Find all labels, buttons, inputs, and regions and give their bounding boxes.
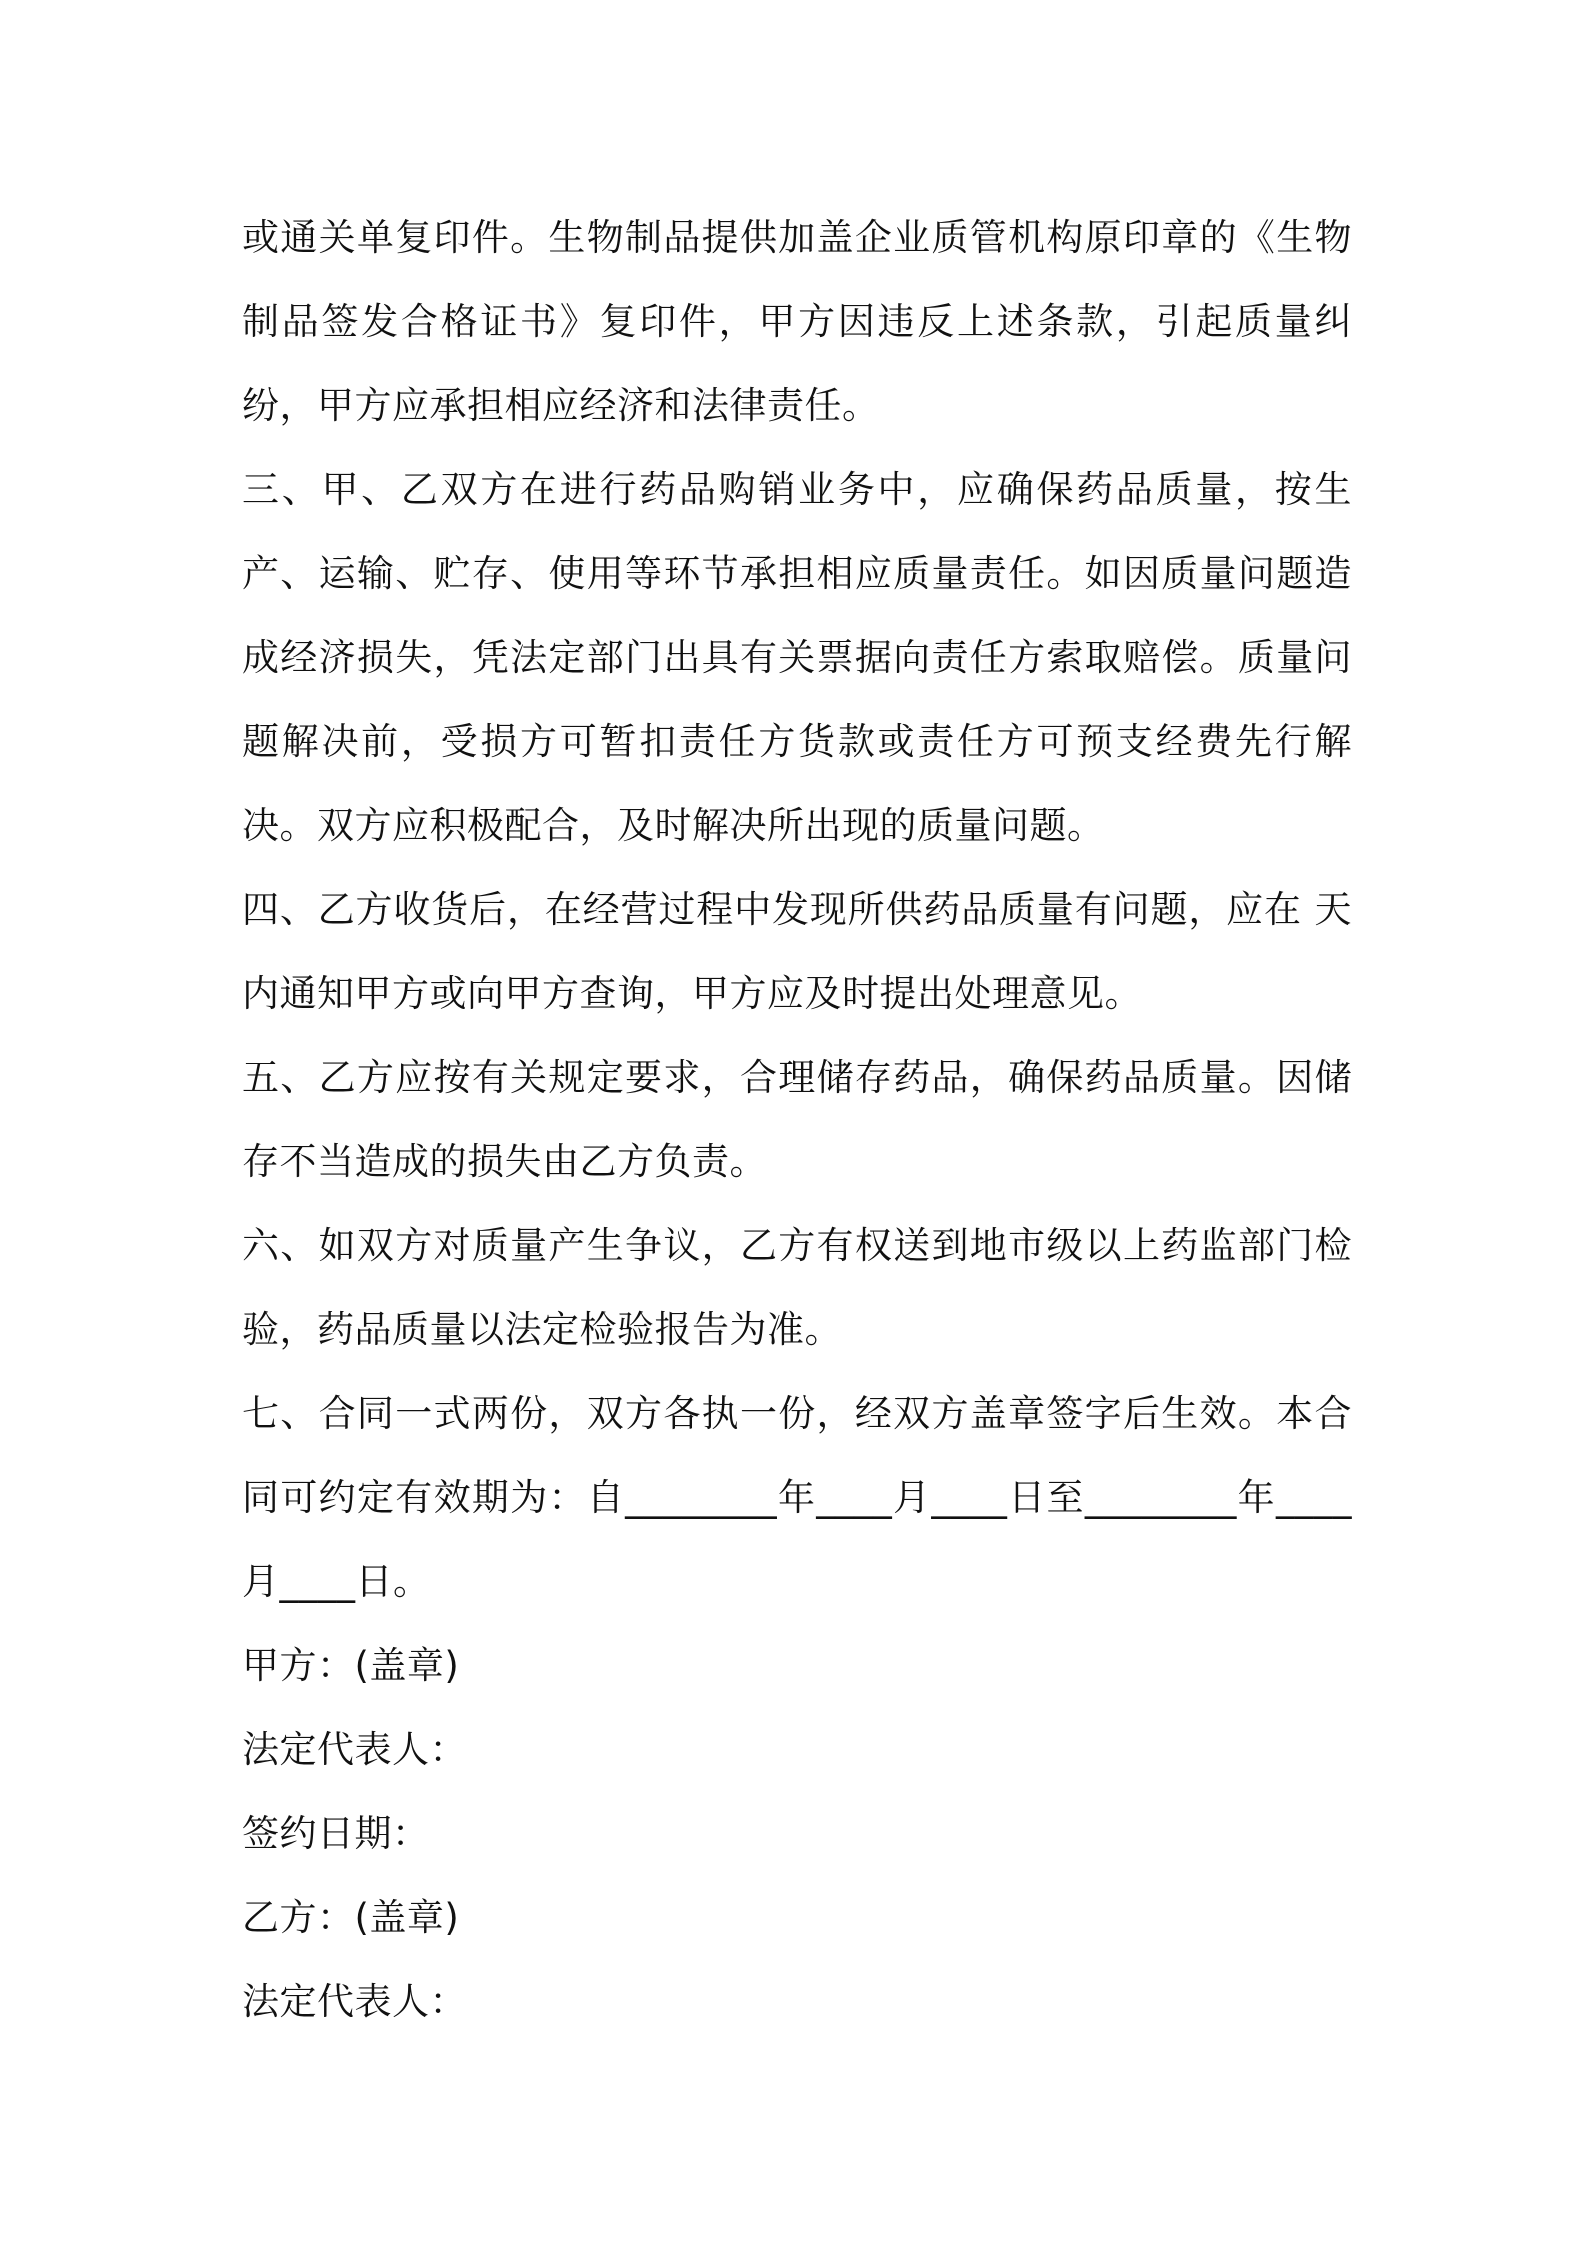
- party-a-seal: 甲方：(盖章): [242, 1644, 460, 1687]
- party-a-legal-representative: 法定代表人：: [242, 1728, 467, 1771]
- paragraph-quality-documents: 或通关单复印件。生物制品提供加盖企业质管机构原印章的《生物制品签发合格证书》复印件，甲方因违反上述条款，引起质量纠纷，甲方应承担相应经济和法律责任。: [242, 216, 1352, 427]
- paragraph-clause-4: 四、乙方收货后，在经营过程中发现所供药品质量有问题，应在 天内通知甲方或向甲方查询，甲方应及时提出处理意见。: [242, 888, 1352, 1015]
- paragraph-clause-3: 三、甲、乙双方在进行药品购销业务中，应确保药品质量，按生产、运输、贮存、使用等环节承担相应质量责任。如因质量问题造成经济损失，凭法定部门出具有关票据向责任方索取赔偿。质量问题解决前，受损方可暂扣责任方货款或责任方可预支经费先行解决。双方应积极配合，及时解决所出现的质量问题。: [242, 468, 1352, 847]
- paragraph-clause-5: 五、乙方应按有关规定要求，合理储存药品，确保药品质量。因储存不当造成的损失由乙方负责。: [242, 1056, 1352, 1183]
- paragraph-clause-7: 七、合同一式两份，双方各执一份，经双方盖章签字后生效。本合同可约定有效期为：自________年____月____日至________年____月____日。: [242, 1392, 1352, 1603]
- signing-date: 签约日期：: [242, 1812, 430, 1855]
- party-b-seal: 乙方：(盖章): [242, 1896, 460, 1939]
- paragraph-clause-6: 六、如双方对质量产生争议，乙方有权送到地市级以上药监部门检验，药品质量以法定检验报告为准。: [242, 1224, 1352, 1351]
- document-page: [242, 196, 1352, 2044]
- party-b-legal-representative: 法定代表人：: [242, 1980, 467, 2023]
